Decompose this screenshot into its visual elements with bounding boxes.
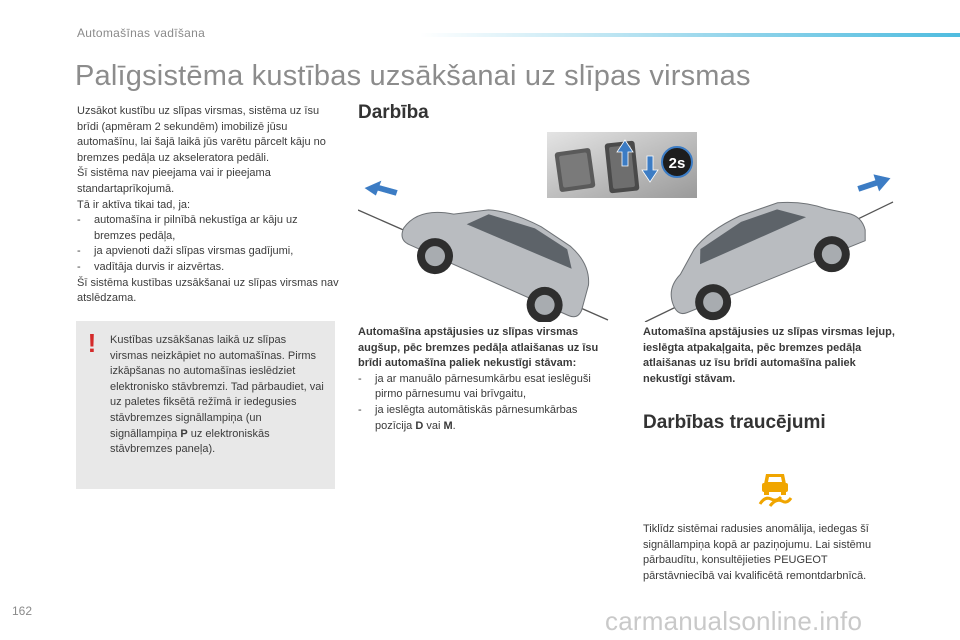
- header-accent-line: [420, 33, 960, 37]
- downhill-car-illustration: [635, 170, 897, 322]
- intro-paragraph: Uzsākot kustību uz slīpas virsmas, sistēma uz īsu brīdi (apmēram 2 sekundēm) imobilizē jūsu automašīnu, lai šajā laikā jūs varētu pārcelt kāju no bremzes pedāļa uz akseleratora pedāli.: [77, 105, 326, 164]
- hill-assist-warning-lamp-icon: [756, 470, 794, 508]
- list-item: - ja ar manuālo pārnesumkārbu esat ieslēguši pirmo pārnesumu vai brīvgaitu,: [358, 372, 591, 401]
- intro-conditions-lead: Tā ir aktīva tikai tad, ja:: [77, 198, 191, 211]
- heading-operation: Darbība: [358, 102, 429, 123]
- list-item: - ja ieslēgta automātiskās pārnesumkārbas pozīcija D vai M.: [358, 403, 578, 432]
- pedal-timer-badge: 2s: [668, 155, 686, 172]
- page-number: 162: [12, 604, 33, 618]
- page-title: Palīgsistēma kustības uzsākšanai uz slīpas virsmas: [75, 60, 751, 92]
- downhill-caption: Automašīna apstājusies uz slīpas virsmas lejup, ieslēgta atpakaļgaita, pēc bremzes pedāļa atlaišanas uz īsu brīdi automašīna paliek nekustīgi stāvam.: [643, 326, 895, 385]
- watermark: carmanualsonline.info: [605, 606, 863, 636]
- warning-exclamation-icon: !: [87, 328, 97, 358]
- list-item: - ja apvienoti daži slīpas virsmas gadījumi,: [77, 245, 294, 258]
- malfunction-text: Tiklīdz sistēmai radusies anomālija, iedegas šī signāllampiņa kopā ar paziņojumu. Lai sistēmu pārbaudītu, konsultējieties PEUGEOT pārstāvniecībā vai kvalificētā remontdarbnīcā.: [643, 523, 872, 582]
- intro-text: [77, 104, 339, 307]
- uphill-caption: [358, 325, 613, 434]
- uphill-car-illustration: [358, 170, 612, 322]
- section-title: Automašīnas vadīšana: [77, 26, 206, 40]
- warning-text: Kustības uzsākšanas laikā uz slīpas virsmas neizkāpiet no automašīnas. Pirms izkāpšanas no automašīnas ieslēdziet elektronisko stāvbremzi. Tad pārbaudiet, vai uz paletes fiksētā režīmā ir iedegusies stāvbremzes signāllampiņa (un signāllampiņa P uz elektroniskās stāvbremzes paneļa).: [110, 334, 324, 456]
- list-item: - vadītāja durvis ir aizvērtas.: [77, 260, 225, 273]
- intro-not-switchable: Šī sistēma kustības uzsākšanai uz slīpas virsmas nav atslēdzama.: [77, 276, 339, 305]
- uphill-caption-lead: Automašīna apstājusies uz slīpas virsmas augšup, pēc bremzes pedāļa atlaišanas uz īsu brīdi automašīna paliek nekustīgi stāvam:: [358, 326, 599, 370]
- heading-malfunctions: Darbības traucējumi: [643, 412, 826, 433]
- intro-availability: Šī sistēma nav pieejama vai ir pieejama standartaprīkojumā.: [77, 167, 271, 195]
- list-item: - automašīna ir pilnībā nekustīga ar kāju uz bremzes pedāļa,: [77, 214, 298, 242]
